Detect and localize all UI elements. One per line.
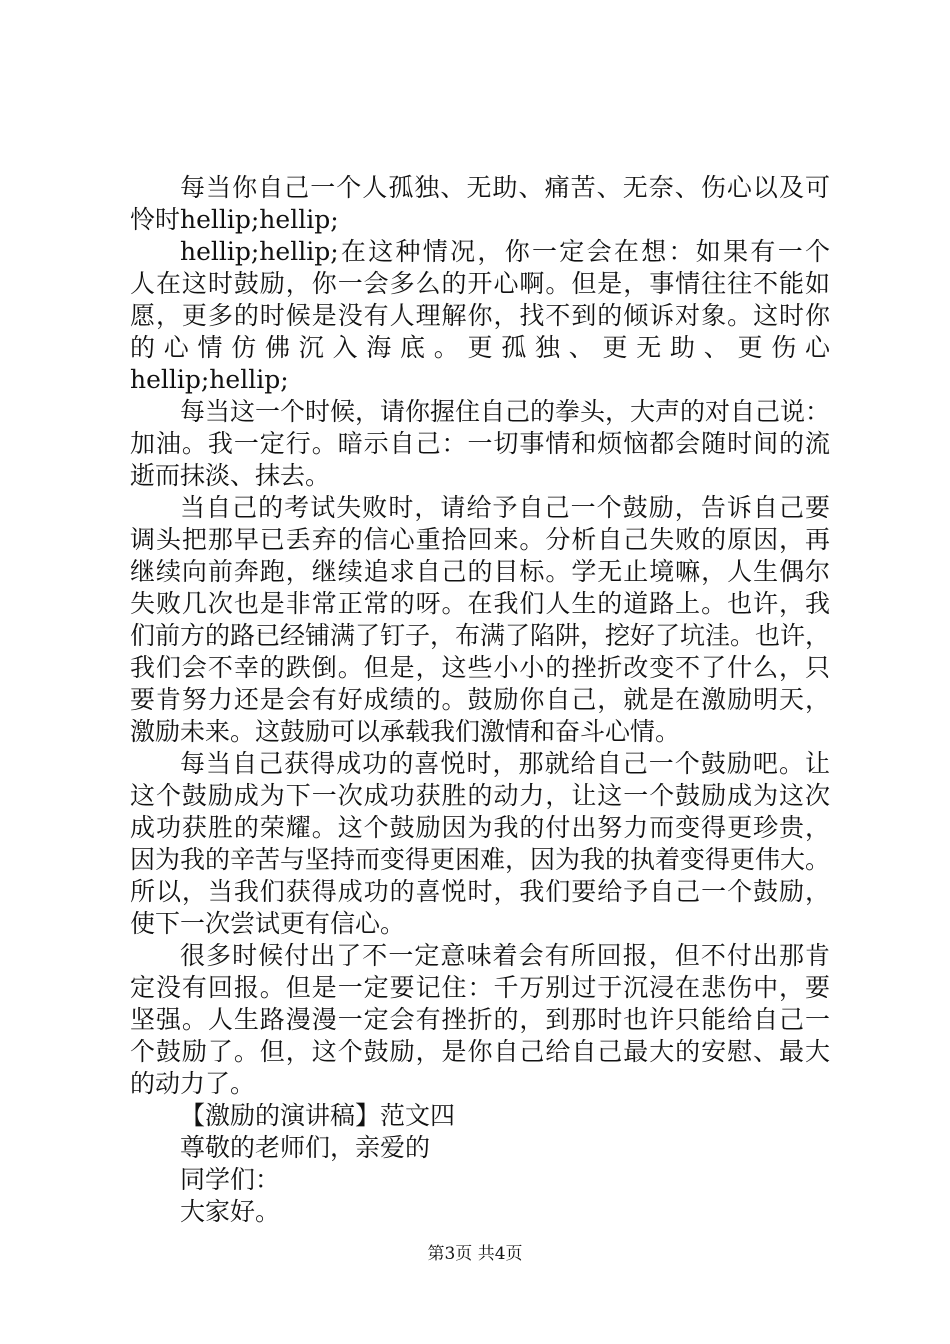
text-line: 使下一次尝试更有信心。: [130, 909, 406, 938]
text-line: 怜时hellip;hellip;: [130, 205, 339, 234]
text-line: 的心情仿佛沉入海底。更孤独、更无助、更伤心: [130, 333, 830, 362]
text-line: 调头把那早已丢弃的信心重拾回来。分析自己失败的原因，再: [130, 525, 830, 554]
text-line: 加油。我一定行。暗示自己：一切事情和烦恼都会随时间的流: [130, 429, 830, 458]
text-line: 【激励的演讲稿】范文四: [180, 1101, 456, 1130]
text-line: 很多时候付出了不一定意味着会有所回报，但不付出那肯: [180, 941, 830, 970]
text-line: hellip;hellip;: [130, 365, 289, 394]
text-line: 坚强。人生路漫漫一定会有挫折的，到那时也许只能给自己一: [130, 1005, 830, 1034]
text-line: 成功获胜的荣耀。这个鼓励因为我的付出努力而变得更珍贵，: [130, 813, 830, 842]
text-line: 们前方的路已经铺满了钉子，布满了陷阱，挖好了坑洼。也许，: [130, 621, 831, 650]
text-line: 所以，当我们获得成功的喜悦时，我们要给予自己一个鼓励，: [130, 877, 830, 906]
text-line: 每当这一个时候，请你握住自己的拳头，大声的对自己说：: [180, 397, 831, 426]
text-line: hellip;hellip;在这种情况，你一定会在想：如果有一个: [180, 237, 830, 266]
text-line: 继续向前奔跑，继续追求自己的目标。学无止境嘛，人生偶尔: [130, 557, 830, 586]
text-line: 同学们：: [180, 1165, 281, 1194]
text-line: 因为我的辛苦与坚持而变得更困难，因为我的执着变得更伟大。: [130, 845, 831, 874]
text-line: 人在这时鼓励，你一会多么的开心啊。但是，事情往往不能如: [130, 269, 830, 298]
text-line: 大家好。: [180, 1197, 281, 1226]
page-footer: 第3页 共4页: [427, 1244, 523, 1264]
text-line: 愿，更多的时候是没有人理解你，找不到的倾诉对象。这时你: [130, 301, 830, 330]
text-line: 的动力了。: [130, 1069, 256, 1098]
text-line: 每当自己获得成功的喜悦时，那就给自己一个鼓励吧。让: [180, 749, 830, 778]
text-line: 这个鼓励成为下一次成功获胜的动力，让这一个鼓励成为这次: [130, 781, 830, 810]
document-body: [130, 172, 830, 1228]
text-line: 每当你自己一个人孤独、无助、痛苦、无奈、伤心以及可: [180, 173, 830, 202]
text-line: 尊敬的老师们，亲爱的: [180, 1133, 431, 1162]
text-line: 定没有回报。但是一定要记住：千万别过于沉浸在悲伤中，要: [130, 973, 830, 1002]
text-line: 个鼓励了。但，这个鼓励，是你自己给自己最大的安慰、最大: [130, 1037, 830, 1066]
text-line: 逝而抹淡、抹去。: [130, 461, 331, 490]
text-line: 当自己的考试失败时，请给予自己一个鼓励，告诉自己要: [180, 493, 830, 522]
text-line: 激励未来。这鼓励可以承载我们激情和奋斗心情。: [130, 717, 681, 746]
text-line: 我们会不幸的跌倒。但是，这些小小的挫折改变不了什么，只: [130, 653, 830, 682]
text-line: 要肯努力还是会有好成绩的。鼓励你自己，就是在激励明天，: [130, 685, 830, 714]
text-line: 失败几次也是非常正常的呀。在我们人生的道路上。也许，我: [130, 589, 830, 618]
